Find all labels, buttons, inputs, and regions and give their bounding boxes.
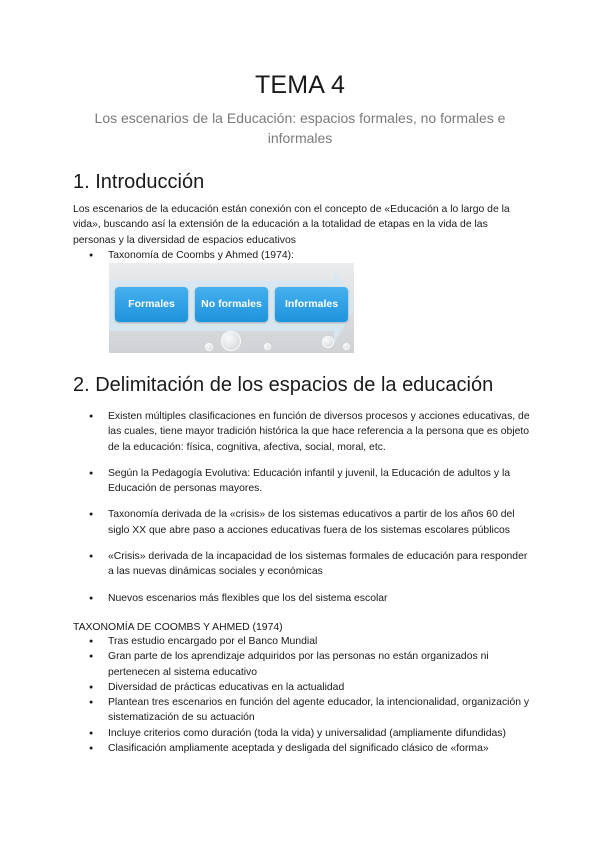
list-item: ● Nuevos escenarios más flexibles que los del sistema escolar [73, 591, 533, 606]
list-item: ● Taxonomía de Coombs y Ahmed (1974): [73, 248, 533, 263]
section-heading-introduccion: 1. Introducción [73, 171, 205, 193]
list-item: ● Plantean tres escenarios en función del agente educador, la intencionalidad, organización y sistematización de su actuación [73, 695, 533, 726]
bubble-decoration [343, 343, 350, 350]
taxonomy-bullet-list [73, 634, 533, 756]
figure-box-formales: Formales [115, 287, 188, 322]
list-item: ● Incluye criterios como duración (toda la vida) y universalidad (ampliamente difundidas) [73, 726, 533, 741]
document-title: TEMA 4 [254, 71, 346, 99]
intro-paragraph: Los escenarios de la educación están conexión con el concepto de «Educación a lo largo de la vida», buscando así la extensión de la educación a la totalidad de etapas en la vida de las personas y la diversidad de espacios educativos [73, 204, 510, 246]
bubble-decoration [322, 336, 334, 348]
list-item: ● Según la Pedagogía Evolutiva: Educación infantil y juvenil, la Educación de adultos y la Educación de personas mayores. [73, 466, 533, 497]
figure-box-informales: Informales [275, 287, 348, 322]
document-subtitle: Los escenarios de la Educación: espacios formales, no formales e informales [94, 110, 506, 146]
figure-box-no-formales: No formales [195, 287, 268, 322]
list-item: ● Clasificación ampliamente aceptada y desligada del significado clásico de «forma» [73, 741, 533, 756]
list-item: ● Tras estudio encargado por el Banco Mundial [73, 634, 533, 649]
section-heading-delimitacion: 2. Delimitación de los espacios de la educación [73, 374, 494, 396]
list-item: ● Existen múltiples clasificaciones en función de diversos procesos y acciones educativas, de las cuales, tiene mayor tradición histórica la que hace referencia a la persona que es objeto de la educación: física, cognitiva, afectiva, social, moral, etc. [73, 409, 533, 455]
list-item: ● «Crisis» derivada de la incapacidad de los sistemas formales de educación para responder a las nuevas dinámicas sociales y económicas [73, 549, 533, 580]
list-item: ● Taxonomía derivada de la «crisis» de los sistemas educativos a partir de los años 60 del siglo XX que abre paso a acciones educativas fuera de los sistemas escolares públicos [73, 507, 533, 538]
list-item: ● Diversidad de prácticas educativas en la actualidad [73, 680, 533, 695]
taxonomy-label: TAXONOMÍA DE COOMBS Y AHMED (1974) [73, 622, 283, 633]
bubble-decoration [264, 343, 271, 350]
intro-bullet-list [73, 248, 533, 263]
bubble-decoration [221, 331, 241, 351]
delimitacion-bullet-list [73, 409, 533, 617]
taxonomy-figure [109, 263, 354, 353]
list-item: ● Gran parte de los aprendizaje adquiridos por las personas no están organizados ni pertenecen al sistema educativo [73, 649, 533, 680]
bubble-decoration [205, 343, 213, 351]
